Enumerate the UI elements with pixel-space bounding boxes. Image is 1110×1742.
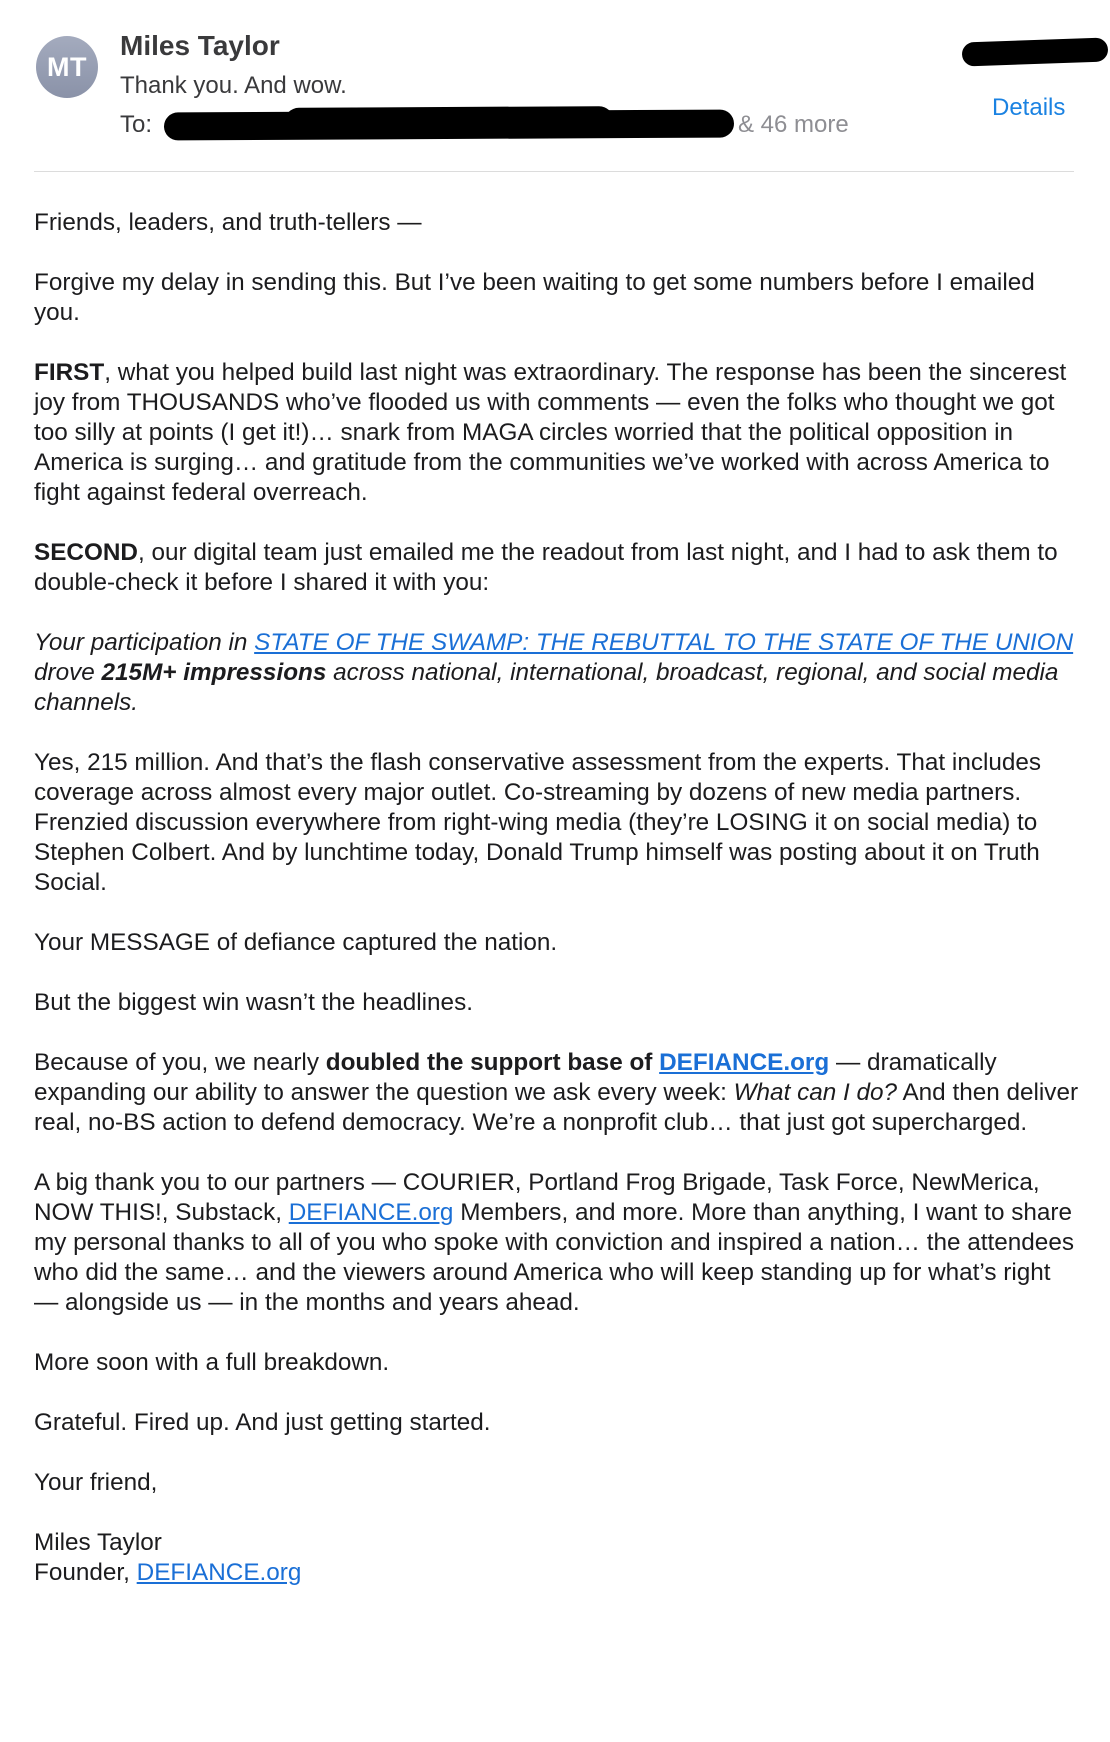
paragraph-thank-partners (34, 1168, 1080, 1318)
more-recipients-link[interactable]: & 46 more (738, 111, 849, 138)
second-text: , our digital team just emailed me the readout from last night, and I had to ask them to double-check it before I shared it with you: (34, 539, 1058, 596)
recipients-row (120, 109, 900, 141)
to-label: To: (120, 111, 153, 138)
message-header (0, 0, 1110, 172)
defiance-link-members[interactable]: DEFIANCE.org (288, 1199, 454, 1226)
because-text-a: Because of you, we nearly (34, 1049, 326, 1076)
doubled-support-text: doubled the support base of (325, 1049, 660, 1076)
first-text: , what you helped build last night was extraordinary. The response has been the sincerest joy from THOUSANDS who’ve flooded us with comments — even the folks who thought we got too silly at points (I get it!)… snark from MAGA circles worried that the political opposition in America is surging… and gratitude from the communities we’ve worked with across America to fight against federal overreach. (34, 359, 1067, 506)
paragraph-grateful: Grateful. Fired up. And just getting started. (34, 1409, 491, 1436)
impressions-count: 215M+ impressions (101, 659, 327, 686)
redacted-recipients (164, 110, 734, 141)
sender-name[interactable]: Miles Taylor (120, 30, 280, 61)
message-body (34, 208, 1080, 1588)
paragraph-because-of-you (34, 1048, 1080, 1138)
redacted-date (962, 37, 1109, 66)
signature-title (34, 1558, 1080, 1588)
what-can-i-do-text: What can I do? (733, 1079, 898, 1106)
paragraph-message: Your MESSAGE of defiance captured the nation. (34, 929, 558, 956)
impressions-text-c: across national, international, broadcast, regional, and social media channels. (34, 659, 1059, 716)
because-text-c: And then deliver real, no-BS action to defend democracy. We’re a nonprofit club… that just got supercharged. (34, 1079, 1079, 1136)
paragraph-more-soon: More soon with a full breakdown. (34, 1349, 390, 1376)
sign-off: Your friend, (34, 1469, 158, 1496)
greeting: Friends, leaders, and truth-tellers — (34, 209, 422, 236)
impressions-text-b: drove (34, 659, 102, 686)
because-text-b: — dramatically expanding our ability to answer the question we ask every week: (34, 1049, 997, 1106)
first-lead: FIRST (34, 359, 105, 386)
defiance-link-signature[interactable]: DEFIANCE.org (136, 1559, 302, 1586)
header-divider (34, 171, 1074, 172)
paragraph-impressions (34, 628, 1080, 718)
impressions-text-a: Your participation in (34, 629, 255, 656)
sender-avatar[interactable]: MT (36, 36, 98, 98)
partners-text-a: A big thank you to our partners — COURIER, Portland Frog Brigade, Task Force, NewMerica, NOW THIS!, Substack, (34, 1169, 1040, 1226)
paragraph-first (34, 358, 1080, 508)
second-lead: SECOND (34, 539, 138, 566)
paragraph-215-million: Yes, 215 million. And that’s the flash conservative assessment from the experts. That includes coverage across almost every major outlet. Co-streaming by dozens of new media partners. Frenzied discussion everywhere from right-wing media (they’re LOSING it on social media) to Stephen Colbert. And by lunchtime today, Donald Trump himself was posting about it on Truth Social. (34, 749, 1042, 896)
defiance-link-bold[interactable]: DEFIANCE.org (659, 1049, 830, 1076)
message-subject: Thank you. And wow. (120, 72, 347, 99)
paragraph-second (34, 538, 1080, 598)
partners-text-b: Members, and more. More than anything, I want to share my personal thanks to all of you who spoke with conviction and inspired a nation… the attendees who did the same… and the viewers around America who will keep standing up for what’s right — alongside us — in the months and years ahead. (34, 1199, 1074, 1316)
state-of-the-swamp-link[interactable]: STATE OF THE SWAMP: THE REBUTTAL TO THE STATE OF THE UNION (254, 629, 1074, 656)
details-link[interactable]: Details (992, 94, 1066, 121)
paragraph-delay: Forgive my delay in sending this. But I’ve been waiting to get some numbers before I emailed you. (34, 269, 1035, 326)
signature-title-prefix: Founder, (34, 1559, 137, 1586)
signature-name: Miles Taylor (34, 1529, 162, 1556)
paragraph-biggest-win: But the biggest win wasn’t the headlines. (34, 989, 473, 1016)
